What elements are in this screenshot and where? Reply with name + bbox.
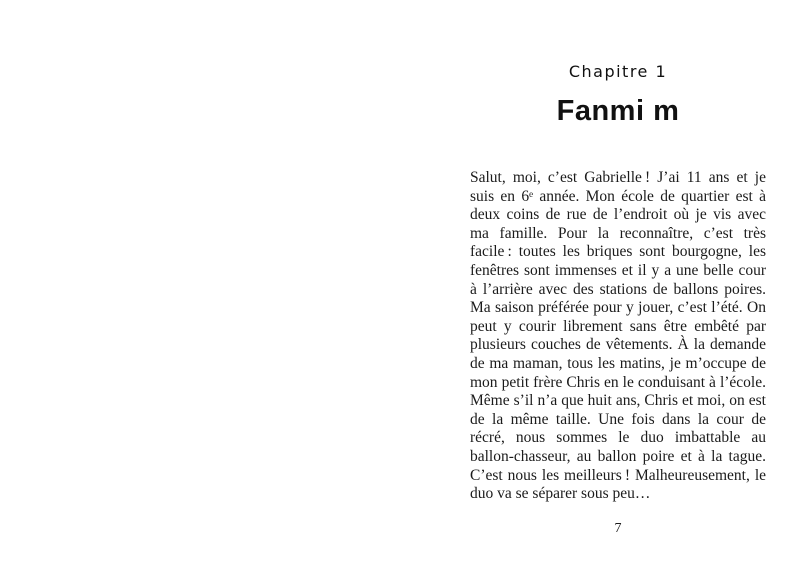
chapter-label: Chapitre 1 <box>568 62 668 81</box>
body-paragraph: Salut, moi, c’est Gabrielle ! J’ai 11 ans et je suis en 6ᵉ année. Mon école de quartier est à deux coins de rue de l’endroit où je vis avec ma famille. Pour la reconnaître, c’est très facile : toutes les briques sont bourgogne, les fenêtres sont immenses et il y a une belle cour à l’arrière avec des stations de ballons poires. Ma saison préférée pour y jouer, c’est l’été. On peut y courir librement sans être embêté par plusieurs couches de vêtements. À la demande de ma maman, tous les matins, je m’occupe de mon petit frère Chris en le conduisant à l’école. Même s’il n’a que huit ans, Chris et moi, on est de la même taille. Une fois dans la cour de récré, nous sommes le duo imbattable au ballon-chasseur, au ballon poire et à la tague. C’est nous les meilleurs ! Malheureusement, le duo va se séparer sous peu… <box>470 169 766 503</box>
page-number: 7 <box>614 521 622 536</box>
chapter-title: Fanmi m <box>556 95 680 127</box>
